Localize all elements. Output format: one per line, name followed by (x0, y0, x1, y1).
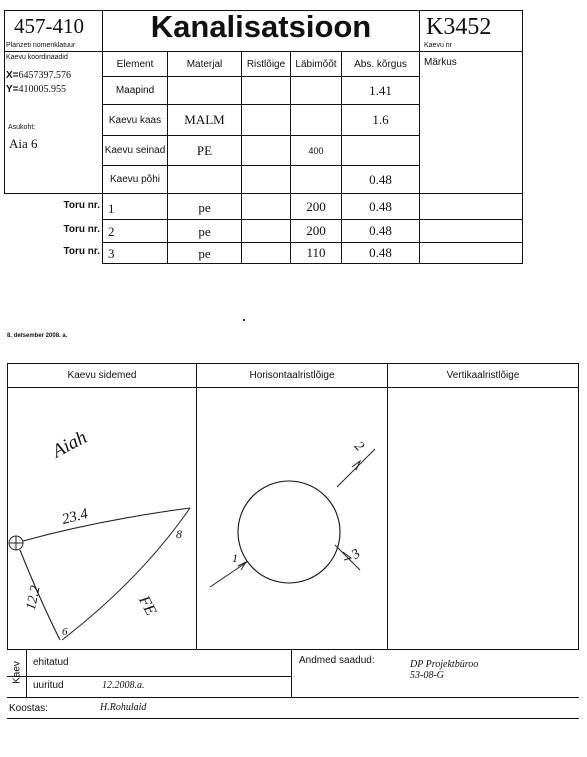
col-header-remarks: Märkus (424, 57, 457, 68)
pipe-diameter: 110 (306, 245, 326, 260)
pipe-number: 3 (108, 246, 115, 261)
plan-code: 457-410 (14, 14, 84, 38)
pipe-diameter: 200 (306, 223, 326, 238)
pipe-number: 2 (108, 224, 115, 239)
x-coordinate: X=6457397.576 (6, 70, 72, 81)
row-element: Kaevu seinad (104, 145, 166, 156)
col-header-cross-section: Ristlõige (246, 58, 286, 70)
pipe-diameter: 200 (306, 198, 326, 214)
row-height: 1.6 (372, 112, 389, 127)
street-label: Aiah (48, 426, 91, 463)
col-header-material: Materjal (186, 58, 223, 70)
data-source-code: 53-08-G (410, 670, 444, 681)
panel-title-vertical: Vertikaalristlõige (446, 370, 520, 381)
pipe-label-3: 3 (349, 546, 364, 563)
compiled-value: H.Rohulaid (100, 702, 147, 713)
pipe-label: Toru nr. (63, 224, 100, 235)
page-title: Kanalisatsioon (150, 9, 372, 44)
row-element: Maapind (115, 85, 155, 96)
surveyed-label: uuritud (33, 680, 64, 691)
location-caption: Asukoht: (8, 124, 36, 131)
col-header-element: Element (116, 58, 154, 70)
pipe-label: Toru nr. (63, 246, 100, 257)
pipe-label-2: 2 (351, 438, 367, 455)
row-element: Kaevu kaas (108, 114, 162, 126)
corner-label-8: 8 (176, 527, 182, 541)
distance-top: 23.4 (60, 506, 90, 528)
pipe-height: 0.48 (369, 198, 392, 214)
pipe-label: Toru nr. (63, 200, 100, 211)
well-caption: Kaevu nr (424, 42, 453, 49)
pipe-height: 0.48 (369, 245, 392, 260)
y-coordinate: Y=410005.955 (6, 84, 67, 95)
col-header-diameter: Läbimõõt (295, 58, 337, 70)
built-label: ehitatud (33, 657, 69, 668)
row-height: 0.48 (369, 171, 392, 187)
well-number: K3452 (426, 14, 492, 40)
location-value: Aia 6 (9, 136, 38, 151)
panel-title-horizontal: Horisontaalristlõige (249, 370, 335, 381)
col-header-height: Abs. kõrgus (354, 58, 407, 70)
row-diameter: 400 (308, 145, 324, 156)
row-element: Kaevu põhi (109, 174, 161, 185)
data-source-label: Andmed saadud: (299, 655, 375, 666)
surveyed-value: 12.2008.a. (102, 680, 145, 691)
pipe-number: 1 (108, 201, 115, 216)
compiled-label: Koostas: (9, 703, 48, 714)
corner-label-6: 6 (62, 626, 68, 638)
row-material: PE (196, 142, 213, 158)
pipe-label-1: 1 (232, 551, 238, 565)
coords-caption: Kaevu koordinaadid (6, 54, 68, 61)
document-date: 8. detsember 2008. a. (7, 333, 68, 339)
pipe-material: pe (198, 246, 211, 261)
pipe-height: 0.48 (369, 223, 392, 238)
row-material: MALM (184, 112, 225, 127)
plan-caption: Planzeti nomenklatuur (6, 42, 76, 49)
label-fe: FE (135, 593, 160, 619)
pipe-material: pe (198, 199, 211, 215)
data-source-value: DP Projektbüroo (410, 659, 479, 670)
kaev-label: Kaev (11, 661, 23, 684)
pipe-material: pe (198, 224, 211, 239)
panel-title-connections: Kaevu sidemed (67, 370, 137, 381)
distance-left: 12.2 (23, 584, 44, 612)
row-height: 1.41 (369, 82, 392, 98)
